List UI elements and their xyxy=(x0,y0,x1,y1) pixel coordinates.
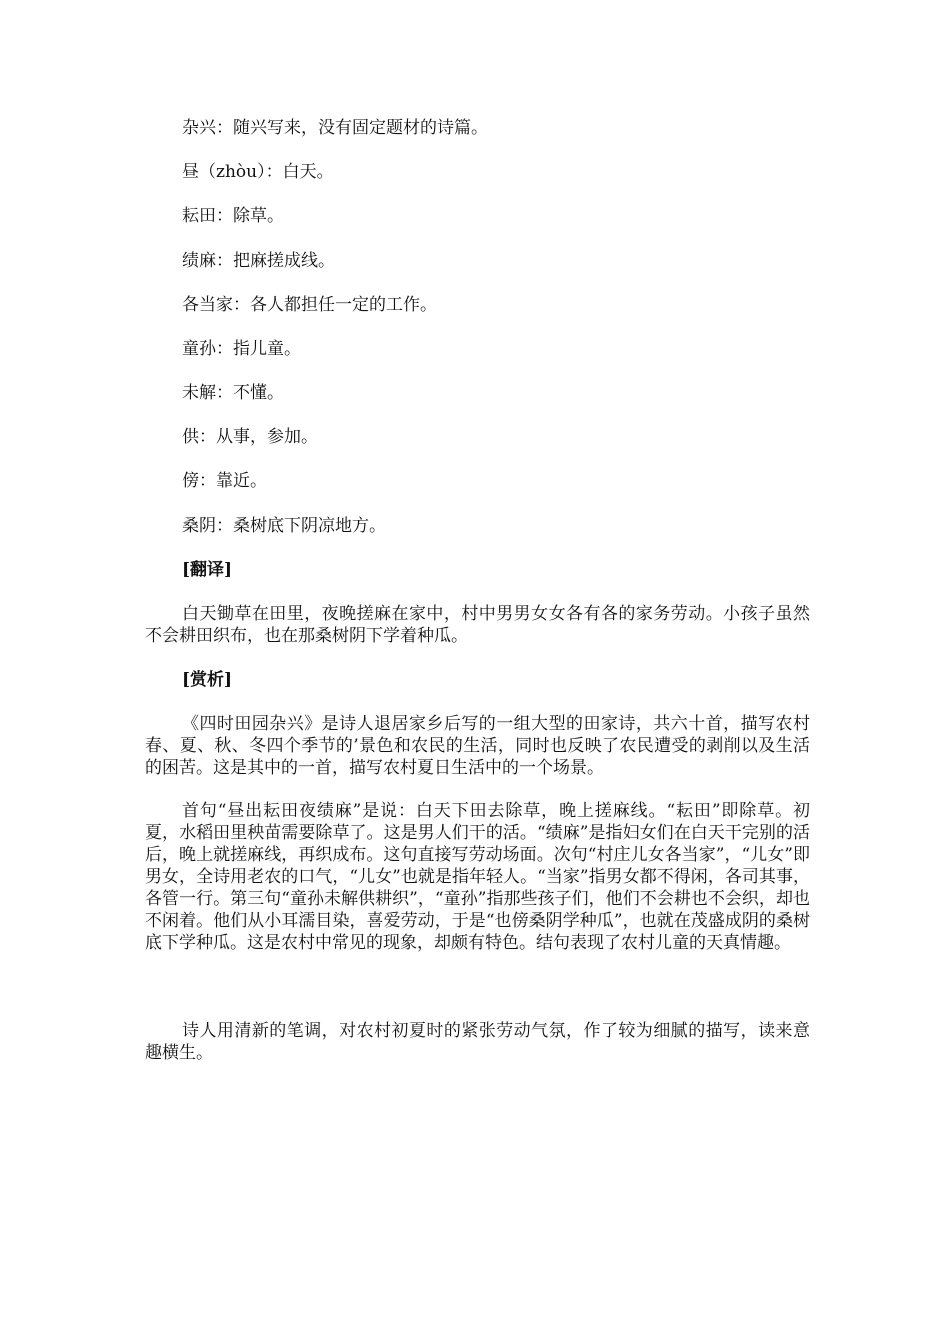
note-jima: 绩麻：把麻搓成线。 xyxy=(182,251,335,271)
note-zhou: 昼（zhòu）：白天。 xyxy=(182,162,334,182)
note-weijie: 未解：不懂。 xyxy=(182,383,284,403)
appreciation-paragraph-1: 《四时田园杂兴》是诗人退居家乡后写的一组大型的田家诗，共六十首，描写农村春、夏、秋、冬四个季节的’景色和农民的生活，同时也反映了农民遭受的剥削以及生活的困苦。这是其中的一首，描写农村夏日生活中的一个场景。 xyxy=(145,714,810,778)
note-tongsun: 童孙：指儿童。 xyxy=(182,339,301,359)
note-gedangjia: 各当家：各人都担任一定的工作。 xyxy=(182,295,437,315)
note-sangyin: 桑阴：桑树底下阴凉地方。 xyxy=(182,516,386,536)
appreciation-paragraph-2: 首句“昼出耘田夜绩麻”是说：白天下田去除草，晚上搓麻线。“耘田”即除草。初夏，水稻田里秧苗需要除草了。这是男人们干的活。“绩麻”是指妇女们在白天干完别的活后，晚上就搓麻线，再织成布。这句直接写劳动场面。次句“村庄儿女各当家”，“儿女”即男女，全诗用老农的口气，“儿女”也就是指年轻人。“当家”指男女都不得闲，各司其事，各管一行。第三句“童孙未解供耕织”，“童孙”指那些孩子们，他们不会耕也不会织，却也不闲着。他们从小耳濡目染，喜爱劳动，于是“也傍桑阴学种瓜”，也就在茂盛成阴的桑树底下学种瓜。这是农村中常见的现象，却颇有特色。结句表现了农村儿童的天真情趣。 xyxy=(145,801,810,953)
note-bang: 傍：靠近。 xyxy=(182,471,267,491)
note-yuntian: 耘田：除草。 xyxy=(182,206,284,226)
translation-paragraph: 白天锄草在田里，夜晚搓麻在家中，村中男男女女各有各的家务劳动。小孩子虽然不会耕田织布，也在那桑树阴下学着种瓜。 xyxy=(145,604,810,646)
appreciation-heading: [赏析] xyxy=(182,670,233,690)
note-zaxing: 杂兴：随兴写来，没有固定题材的诗篇。 xyxy=(182,118,488,138)
note-gong: 供：从事，参加。 xyxy=(182,427,318,447)
translation-heading: [翻译] xyxy=(182,560,233,580)
appreciation-paragraph-3: 诗人用清新的笔调，对农村初夏时的紧张劳动气氛，作了较为细腻的描写，读来意趣横生。 xyxy=(145,1021,810,1063)
